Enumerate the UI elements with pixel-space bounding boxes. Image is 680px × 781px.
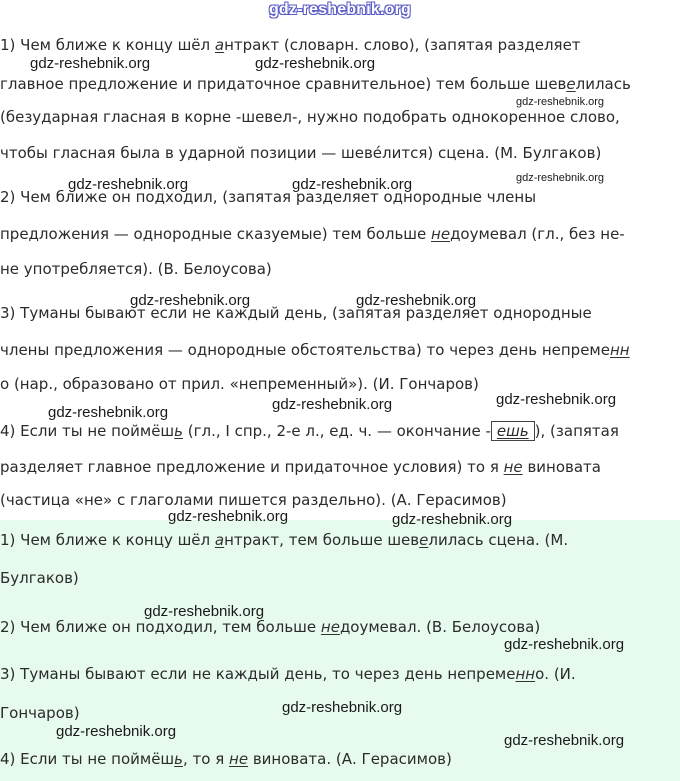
answer-line-1	[0, 530, 680, 550]
text: чтобы гласная была в ударной позиции — шев	[0, 144, 373, 162]
text: 1) Чем ближе к концу шёл	[0, 531, 215, 549]
explanation-line-3: (безударная гласная в корне -шевел-, нужно подобрать однокоренное слово,	[0, 108, 620, 126]
highlighted-letter: ь	[174, 422, 183, 440]
ending-box: ешь	[491, 421, 535, 441]
text: лится) сцена. (М. Булгаков)	[382, 144, 602, 162]
watermark: gdz-reshebnik.org	[496, 391, 617, 408]
site-header[interactable]: gdz-reshebnik.org	[268, 1, 412, 18]
watermark: gdz-reshebnik.org	[168, 508, 289, 525]
text: 4) Если ты не поймёш	[0, 750, 175, 768]
explanation-line-4	[0, 143, 680, 163]
watermark: gdz-reshebnik.org	[292, 176, 413, 193]
text: ), (запятая	[534, 422, 619, 440]
explanation-line-5: 2) Чем ближе он подходил, (запятая разделяет однородные члены	[0, 188, 537, 206]
explanation-line-9	[0, 340, 680, 360]
watermark: gdz-reshebnik.org	[356, 292, 477, 309]
text: 3) Туманы бывают если не каждый день, то через день непреме	[0, 665, 516, 683]
answer-line-4	[0, 749, 680, 769]
watermark: gdz-reshebnik.org	[504, 732, 625, 749]
explanation-line-8: 3) Туманы бывают если не каждый день, (запятая разделяет однородные	[0, 304, 592, 322]
text: 2) Чем ближе он подходил, тем больше	[0, 618, 321, 636]
highlighted-letter: а	[214, 531, 225, 549]
text: (гл., I спр., 2-е л., ед. ч. — окончание -	[183, 422, 491, 440]
answer-line-3	[0, 664, 680, 684]
watermark: gdz-reshebnik.org	[56, 723, 177, 740]
stressed-letter: е́	[372, 144, 383, 162]
watermark: gdz-reshebnik.org	[282, 699, 403, 716]
highlighted-letter: е	[419, 531, 429, 549]
watermark: gdz-reshebnik.org	[68, 176, 189, 193]
answer-line-2	[0, 617, 680, 637]
text: , то я	[183, 750, 230, 768]
text: разделяет главное предложение и придаточное условия) то я	[0, 458, 504, 476]
explanation-line-7: не употребляется). (В. Белоусова)	[0, 260, 272, 278]
explanation-line-6	[0, 224, 680, 244]
highlighted-letters: не	[503, 458, 523, 476]
watermark: gdz-reshebnik.org	[130, 292, 251, 309]
explanation-line-2	[0, 74, 680, 94]
text: главное предложение и придаточное сравнительное) тем больше шев	[0, 75, 567, 93]
text: доумевал. (В. Белоусова)	[339, 618, 541, 636]
answer-line-1b: Булгаков)	[0, 569, 79, 587]
watermark: gdz-reshebnik.org	[255, 55, 376, 72]
highlighted-letter: ь	[174, 750, 183, 768]
text: члены предложения — однородные обстоятельства) то через день непреме	[0, 341, 610, 359]
highlighted-letter: а	[214, 36, 225, 54]
explanation-line-10: о (нар., образовано от прил. «непременный»). (И. Гончаров)	[0, 375, 479, 393]
highlighted-letters: нн	[515, 665, 536, 683]
text: виновата	[522, 458, 601, 476]
highlighted-letters: не	[431, 225, 451, 243]
watermark: gdz-reshebnik.org	[516, 96, 605, 108]
text: 4) Если ты не поймёш	[0, 422, 175, 440]
watermark: gdz-reshebnik.org	[48, 404, 169, 421]
watermark: gdz-reshebnik.org	[272, 396, 393, 413]
watermark: gdz-reshebnik.org	[144, 603, 265, 620]
highlighted-letters: не	[229, 750, 249, 768]
text: 1) Чем ближе к концу шёл	[0, 36, 215, 54]
explanation-line-12	[0, 457, 680, 477]
text: лилась	[575, 75, 631, 93]
text: нтракт, тем больше шев	[224, 531, 420, 549]
text: виновата. (А. Герасимов)	[248, 750, 452, 768]
highlighted-letters: не	[320, 618, 340, 636]
answer-line-3b: Гончаров)	[0, 704, 80, 722]
explanation-line-11	[0, 421, 680, 441]
text: доумевал (гл., без не-	[450, 225, 625, 243]
watermark: gdz-reshebnik.org	[30, 55, 151, 72]
highlighted-letters: нн	[609, 341, 630, 359]
watermark: gdz-reshebnik.org	[392, 511, 513, 528]
explanation-line-13: (частица «не» с глаголами пишется раздельно). (А. Герасимов)	[0, 491, 507, 509]
highlighted-letter: е	[566, 75, 576, 93]
text: нтракт (словарн. слово), (запятая разделяет	[224, 36, 581, 54]
explanation-line-1	[0, 35, 680, 55]
text: лилась сцена. (М.	[428, 531, 569, 549]
watermark: gdz-reshebnik.org	[516, 172, 605, 184]
text: предложения — однородные сказуемые) тем больше	[0, 225, 432, 243]
watermark: gdz-reshebnik.org	[504, 636, 625, 653]
text: о. (И.	[535, 665, 576, 683]
